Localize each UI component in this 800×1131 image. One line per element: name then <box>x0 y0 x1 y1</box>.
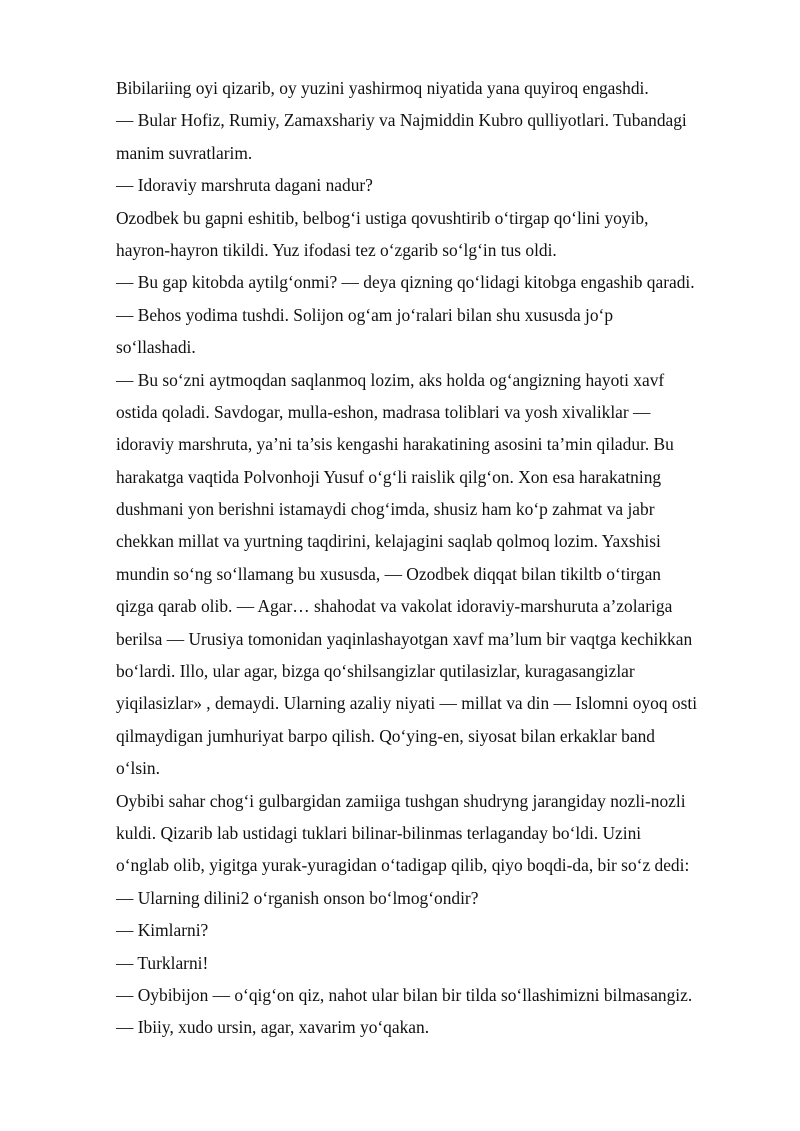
text-line: qilmaydigan jumhuriyat barpo qilish. Qo‘ying-en, siyosat bilan erkaklar band <box>116 725 655 746</box>
text-line: harakatga vaqtida Polvonhoji Yusuf o‘g‘li raislik qilg‘on. Xon esa harakatning <box>116 466 662 487</box>
text-line: so‘llashadi. <box>116 337 196 358</box>
text-line: o‘nglab olib, yigitga yurak-yuragidan o‘tadigap qilib, qiyo boqdi-da, bir so‘z dedi: <box>116 855 690 876</box>
text-line: — Turklarni! <box>116 952 209 973</box>
paragraph-dialogue-10 <box>116 1011 744 1043</box>
paragraph-dialogue-9 <box>116 979 744 1011</box>
text-line: yiqilasizlar» , demaydi. Ularning azaliy niyati — millat va din — Islomni oyoq osti <box>116 693 698 714</box>
text-line: ostida qoladi. Savdogar, mulla-eshon, madrasa toliblari va yosh xivaliklar — <box>116 401 651 422</box>
text-line: — Kimlarni? <box>116 920 209 941</box>
paragraph-dialogue-3 <box>116 266 744 298</box>
document-page <box>116 72 744 1044</box>
text-line: berilsa — Urusiya tomonidan yaqinlashayotgan xavf ma’lum bir vaqtga kechikkan <box>116 628 693 649</box>
text-line: qizga qarab olib. — Agar… shahodat va vakolat idoraviy-marshuruta a’zolariga <box>116 596 673 617</box>
text-line: — Ularning dilini2 o‘rganish onson bo‘lmog‘ondir? <box>116 887 479 908</box>
paragraph-dialogue-7 <box>116 914 744 946</box>
paragraph-dialogue-2 <box>116 169 744 201</box>
text-line: — Ibiiy, xudo ursin, agar, xavarim yo‘qakan. <box>116 1017 430 1038</box>
text-line: Ozodbek bu gapni eshitib, belbog‘i ustiga qovushtirib o‘tirgap qo‘lini yoyib, <box>116 207 649 228</box>
text-line: — Idoraviy marshruta dagani nadur? <box>116 175 373 196</box>
paragraph-narration-2 <box>116 202 744 267</box>
text-line: kuldi. Qizarib lab ustidagi tuklari bilinar-bilinmas terlaganday bo‘ldi. Uzini <box>116 822 642 843</box>
text-line: — Bu gap kitobda aytilg‘onmi? — deya qizning qo‘lidagi kitobga engashib qaradi. <box>116 272 695 293</box>
text-line: — Bular Hofiz, Rumiy, Zamaxshariy va Najmiddin Kubro qulliyotlari. Tubandagi <box>116 110 687 131</box>
text-line: — Behos yodima tushdi. Solijon og‘am jo‘ralari bilan shu xususda jo‘p <box>116 304 614 325</box>
paragraph-dialogue-8 <box>116 947 744 979</box>
text-line: hayron-hayron tikildi. Yuz ifodasi tez o‘zgarib so‘lg‘in tus oldi. <box>116 239 557 260</box>
text-line: dushmani yon berishni istamaydi chog‘imda, shusiz ham ko‘p zahmat va jabr <box>116 499 655 520</box>
text-line: — Bu so‘zni aytmoqdan saqlanmoq lozim, aks holda og‘angizning hayoti xavf <box>116 369 665 390</box>
paragraph-narration-3 <box>116 785 744 882</box>
text-line: o‘lsin. <box>116 758 160 779</box>
text-line: manim suvratlarim. <box>116 142 253 163</box>
paragraph-dialogue-1 <box>116 104 744 169</box>
text-line: Oybibi sahar chog‘i gulbargidan zamiiga tushgan shudryng jarangiday nozli-nozli <box>116 790 686 811</box>
paragraph-dialogue-5 <box>116 364 744 785</box>
paragraph-dialogue-4 <box>116 299 744 364</box>
text-line: — Oybibijon — o‘qig‘on qiz, nahot ular bilan bir tilda so‘llashimizni bilmasangiz. <box>116 984 693 1005</box>
text-line: Bibilariing oyi qizarib, oy yuzini yashirmoq niyatida yana quyiroq engashdi. <box>116 78 649 98</box>
text-line: idoraviy marshruta, ya’ni ta’sis kengashi harakatining asosini ta’min qiladur. Bu <box>116 434 674 455</box>
paragraph-dialogue-6 <box>116 882 744 914</box>
paragraph-narration-1 <box>116 72 744 104</box>
text-line: mundin so‘ng so‘llamang bu xususda, — Ozodbek diqqat bilan tikiltb o‘tirgan <box>116 563 662 584</box>
text-line: chekkan millat va yurtning taqdirini, kelajagini saqlab qolmoq lozim. Yaxshisi <box>116 531 661 552</box>
text-line: bo‘lardi. Illo, ular agar, bizga qo‘shilsangizlar qutilasizlar, kuragasangizlar <box>116 661 635 682</box>
